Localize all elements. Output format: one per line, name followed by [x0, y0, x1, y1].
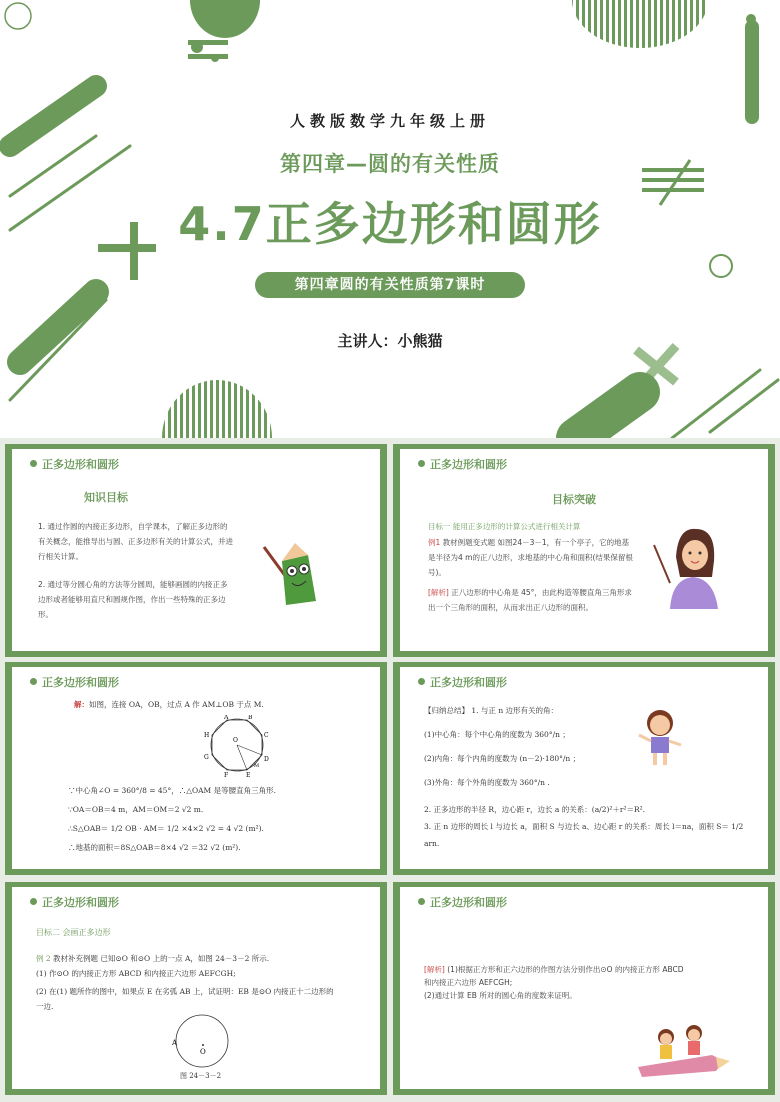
teacher-illustration-icon — [648, 521, 738, 616]
kids-on-pencil-icon — [632, 1015, 732, 1085]
goal-item-1: 1. 通过作圆的内接正多边形，自学课本，了解正多边形的有关概念，能推导出与圆、正多边形有关的计算公式，并进行相关计算。 — [38, 522, 233, 561]
solution-line: ∵中心角∠O = 360°/8 = 45°，∴△OAM 是等腰直角三角形. — [68, 786, 276, 795]
example-label: 例 2 — [36, 954, 51, 963]
slide-knowledge-goals[interactable] — [5, 444, 387, 657]
figure-caption: 图 24－3－2 — [180, 1072, 222, 1080]
bullet-icon — [418, 678, 425, 685]
angle-central: (1)中心角：每个中心角的度数为 360°/n ； — [424, 730, 570, 739]
slide-title: 正多边形和圆形 — [418, 894, 507, 910]
solution-line: ∴S△OAB＝ 1/2 OB · AM＝ 1/2 ×4×2 √2 = 4 √2 (m²). — [68, 824, 264, 833]
slide-summary[interactable] — [393, 662, 775, 875]
svg-text:F: F — [224, 772, 229, 777]
goal-line: 目标一 能用正多边形的计算公式进行相关计算 — [428, 522, 581, 531]
bullet-icon — [30, 460, 37, 467]
summary-intro: 1. 与正 n 边形有关的角： — [471, 706, 559, 715]
solution-label: 解： — [74, 700, 89, 709]
presenter-label: 主讲人：小熊猫 — [337, 332, 443, 350]
main-title: 4.7正多边形和圆形 — [178, 197, 602, 251]
slide-title: 正多边形和圆形 — [418, 674, 507, 690]
analysis-text-2: (2)通过计算 EB 所对的圆心角的度数来证明。 — [424, 991, 577, 1000]
bullet-icon — [418, 460, 425, 467]
analysis-block — [424, 963, 684, 1002]
question-2: (2) 在(1) 题所作的图中，如果点 E 在劣弧 AB 上，试证明：EB 是⊙O 内接正十二边形的一边. — [36, 987, 334, 1011]
label-O: O — [200, 1048, 206, 1056]
slide-draw-polygons[interactable] — [5, 882, 387, 1095]
formula-block — [424, 801, 744, 852]
formula-item-3: 3. 正 n 边形的周长 l 与边长 a，面积 S 与边长 a、边心距 r 的关系：周长 l＝na，面积 S＝ 1/2 arn. — [424, 822, 744, 848]
bullet-icon — [30, 898, 37, 905]
example-text: 教材例题变式题 如图24－3－1，有一个亭子，它的地基是半径为4 m的正八边形，求地基的中心角和面积(结果保留根号)。 — [428, 538, 633, 577]
summary-block — [424, 699, 754, 795]
analysis-label: [解析] — [424, 965, 445, 974]
example-block — [36, 951, 336, 1014]
svg-text:H: H — [204, 732, 210, 739]
solution-intro: 如图，连接 OA，OB，过点 A 作 AM⊥OB 于点 M. — [89, 700, 264, 709]
question-1: (1) 作⊙O 的内接正方形 ABCD 和内接正六边形 AEFCGH; — [36, 969, 236, 978]
section-heading: 知识目标 — [84, 491, 128, 504]
analysis-label: [解析] — [428, 588, 449, 597]
solution-steps — [68, 781, 368, 857]
formula-item-2: 2. 正多边形的半径 R，边心距 r，边长 a 的关系：(a/2)²＋r²＝R². — [424, 805, 646, 814]
slide-title: 正多边形和圆形 — [418, 456, 507, 472]
solution-line: ∵OA＝OB＝4 m，AM＝OM＝2 √2 m. — [68, 805, 204, 814]
label-A: A — [172, 1039, 178, 1047]
slide-title: 正多边形和圆形 — [30, 456, 119, 472]
lesson-badge: 第四章圆的有关性质第7课时 — [255, 272, 525, 298]
slide-analysis[interactable] — [393, 882, 775, 1095]
svg-text:M: M — [254, 763, 260, 769]
subject-label: 人教版数学九年级上册 — [289, 112, 490, 130]
slide-goal-breakthrough[interactable] — [393, 444, 775, 657]
svg-text:C: C — [264, 732, 269, 739]
slide-title: 正多边形和圆形 — [30, 894, 119, 910]
summary-label: 【归纳总结】 — [424, 706, 469, 715]
cover-slide — [0, 0, 780, 438]
example-text: 教材补充例题 已知⊙O 和⊙O 上的一点 A，如图 24－3－2 所示. — [53, 954, 270, 963]
svg-text:D: D — [264, 756, 269, 763]
analysis-text-1: (1)根据正方形和正六边形的作图方法分别作出⊙O 的内接正方形 ABCD 和内接正六边形 AEFCGH; — [424, 965, 684, 987]
slide-solution[interactable] — [5, 662, 387, 875]
slide-title: 正多边形和圆形 — [30, 674, 119, 690]
pencil-mascot-icon — [260, 541, 330, 611]
analysis-text: 正八边形的中心角是 45°，由此构造等腰直角三角形求出一个三角形的面积，从而求出正八边形的面积。 — [428, 588, 632, 612]
bullet-icon — [30, 678, 37, 685]
svg-text:E: E — [246, 772, 251, 777]
angle-exterior: (3)外角：每个外角的度数为 360°/n . — [424, 778, 550, 787]
chapter-title: 第四章—圆的有关性质 — [280, 152, 500, 176]
section-heading: 目标突破 — [552, 493, 596, 506]
label-O: O — [233, 737, 238, 744]
svg-text:A: A — [224, 715, 229, 721]
angle-interior: (2)内角：每个内角的度数为 (n－2)·180°/n ； — [424, 754, 581, 763]
svg-text:G: G — [204, 754, 209, 761]
example-label: 例1 — [428, 538, 441, 547]
svg-text:B: B — [248, 715, 253, 721]
octagon-figure — [202, 715, 272, 777]
goal-line: 目标二 会画正多边形 — [36, 928, 111, 937]
bullet-icon — [418, 898, 425, 905]
girl-illustration-icon — [635, 707, 685, 769]
circle-figure — [172, 1013, 232, 1073]
solution-line: ∴地基的面积＝8S△OAB＝8×4 √2 ＝32 √2 (m²). — [68, 843, 241, 852]
goal-item-2: 2. 通过等分圆心角的方法等分圆周，能够画圆的内接正多边形或者能够用直尺和圆规作图，作出一些特殊的正多边形。 — [38, 580, 228, 619]
